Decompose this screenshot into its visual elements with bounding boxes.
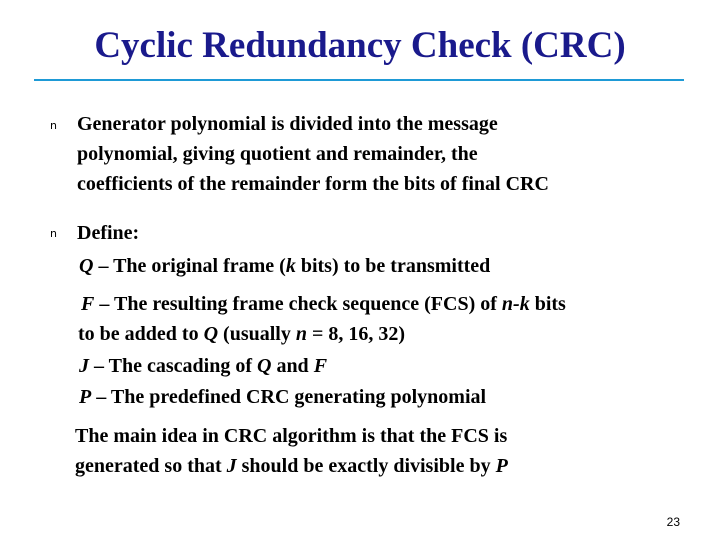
bullet-1-line-2: polynomial, giving quotient and remainder, the bbox=[77, 143, 478, 165]
bullet-marker-1: n bbox=[50, 119, 57, 132]
symbol-k: k bbox=[285, 255, 296, 277]
symbol-p: P bbox=[79, 386, 92, 408]
title-divider bbox=[34, 79, 684, 81]
symbol-q: Q bbox=[79, 255, 94, 277]
bullet-1-line-1: Generator polynomial is divided into the message bbox=[77, 113, 498, 135]
main-idea-line-2: generated so that J should be exactly divisible by P bbox=[75, 455, 508, 477]
definition-f-line-2: to be added to Q (usually n = 8, 16, 32) bbox=[78, 323, 406, 345]
definition-f-line-1: F – The resulting frame check sequence (FCS) of n-k bits bbox=[81, 293, 566, 315]
definition-q: Q – The original frame (k bits) to be transmitted bbox=[79, 255, 491, 277]
definition-j: J – The cascading of Q and F bbox=[79, 355, 328, 377]
definition-p: P – The predefined CRC generating polynomial bbox=[79, 386, 487, 408]
bullet-1-line-3: coefficients of the remainder form the bits of final CRC bbox=[77, 173, 549, 195]
bullet-marker-2: n bbox=[50, 227, 57, 240]
symbol-j: J bbox=[79, 355, 89, 377]
slide-number: 23 bbox=[666, 515, 680, 529]
main-idea-line-1: The main idea in CRC algorithm is that the FCS is bbox=[75, 425, 508, 447]
definition-f bbox=[78, 289, 566, 349]
symbol-f: F bbox=[81, 293, 95, 315]
main-idea-paragraph bbox=[75, 421, 508, 481]
symbol-n-k: n-k bbox=[501, 293, 530, 315]
define-label: Define: bbox=[77, 222, 140, 244]
slide-title: Cyclic Redundancy Check (CRC) bbox=[94, 25, 626, 66]
bullet-1-text bbox=[77, 109, 549, 199]
